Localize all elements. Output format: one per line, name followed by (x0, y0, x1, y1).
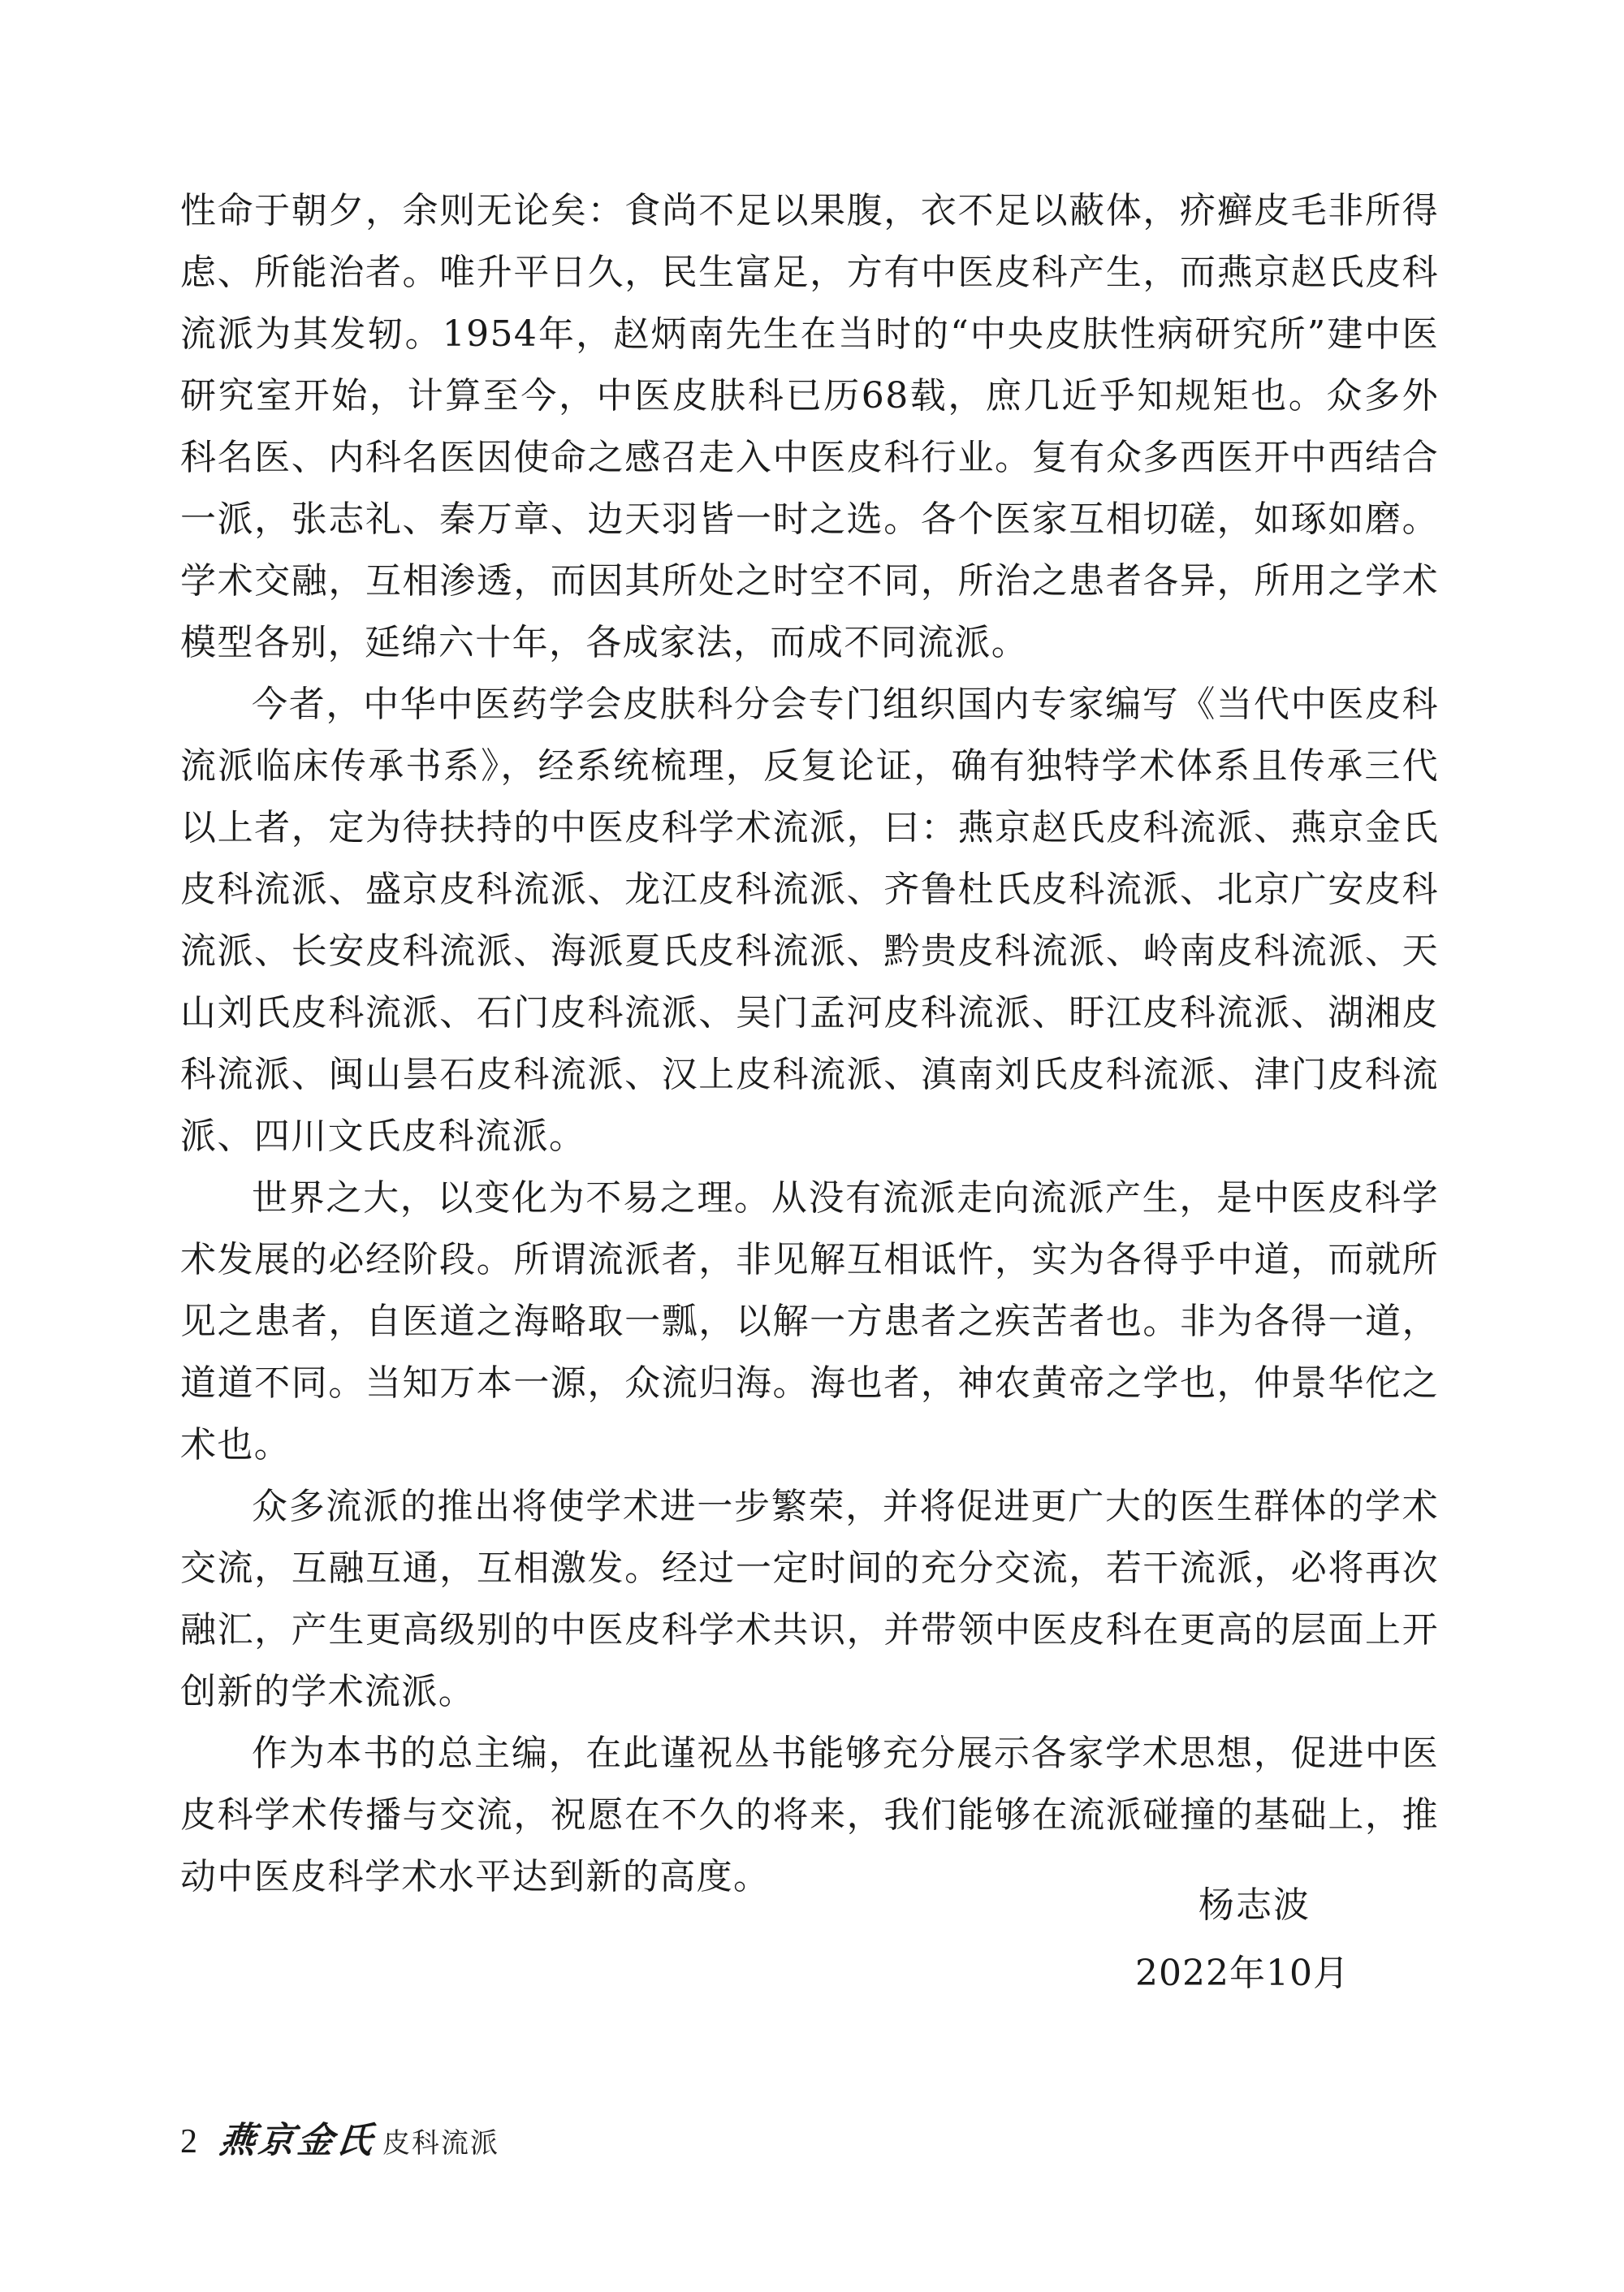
paragraph-2: 今者，中华中医药学会皮肤科分会专门组织国内专家编写《当代中医皮科流派临床传承书系》，经系统梳理，反复论证，确有独特学术体系且传承三代以上者，定为待扶持的中医皮科学术流派，曰：燕京赵氏皮科流派、燕京金氏皮科流派、盛京皮科流派、龙江皮科流派、齐鲁杜氏皮科流派、北京广安皮科流派、长安皮科流派、海派夏氏皮科流派、黔贵皮科流派、岭南皮科流派、天山刘氏皮科流派、石门皮科流派、吴门孟河皮科流派、盱江皮科流派、湖湘皮科流派、闽山昙石皮科流派、汉上皮科流派、滇南刘氏皮科流派、津门皮科流派、四川文氏皮科流派。 (180, 684, 1439, 1157)
page-footer (180, 2111, 499, 2160)
paragraph-3: 世界之大，以变化为不易之理。从没有流派走向流派产生，是中医皮科学术发展的必经阶段。所谓流派者，非见解互相诋忤，实为各得乎中道，而就所见之患者，自医道之海略取一瓢，以解一方患者之疾苦者也。非为各得一道，道道不同。当知万本一源，众流归海。海也者，神农黄帝之学也，仲景华佗之术也。 (180, 1177, 1439, 1465)
paragraph-1: 性命于朝夕，余则无论矣：食尚不足以果腹，衣不足以蔽体，疥癣皮毛非所得虑、所能治者。唯升平日久，民生富足，方有中医皮科产生，而燕京赵氏皮科流派为其发轫。1954年，赵炳南先生在当时的“中央皮肤性病研究所”建中医研究室开始，计算至今，中医皮肤科已历68载，庶几近乎知规矩也。众多外科名医、内科名医因使命之感召走入中医皮科行业。复有众多西医开中西结合一派，张志礼、秦万章、边天羽皆一时之选。各个医家互相切磋，如琢如磨。学术交融，互相渗透，而因其所处之时空不同，所治之患者各异，所用之学术模型各别，延绵六十年，各成家法，而成不同流派。 (180, 190, 1439, 663)
preface-body (180, 180, 1439, 1908)
page-number: 2 (180, 2123, 197, 2160)
book-series-subtitle: 皮科流派 (382, 2127, 499, 2160)
book-series-brand: 燕京金氏 (217, 2120, 378, 2161)
paragraph-4: 众多流派的推出将使学术进一步繁荣，并将促进更广大的医生群体的学术交流，互融互通，互相激发。经过一定时间的充分交流，若干流派，必将再次融汇，产生更高级别的中医皮科学术共识，并带领中医皮科在更高的层面上开创新的学术流派。 (180, 1486, 1439, 1712)
signature-date: 2022年10月 (1135, 1953, 1350, 1994)
paragraph-5: 作为本书的总主编，在此谨祝丛书能够充分展示各家学术思想，促进中医皮科学术传播与交流，祝愿在不久的将来，我们能够在流派碰撞的基础上，推动中医皮科学术水平达到新的高度。 (180, 1733, 1439, 1897)
author-signature: 杨志波 (1199, 1884, 1311, 1926)
